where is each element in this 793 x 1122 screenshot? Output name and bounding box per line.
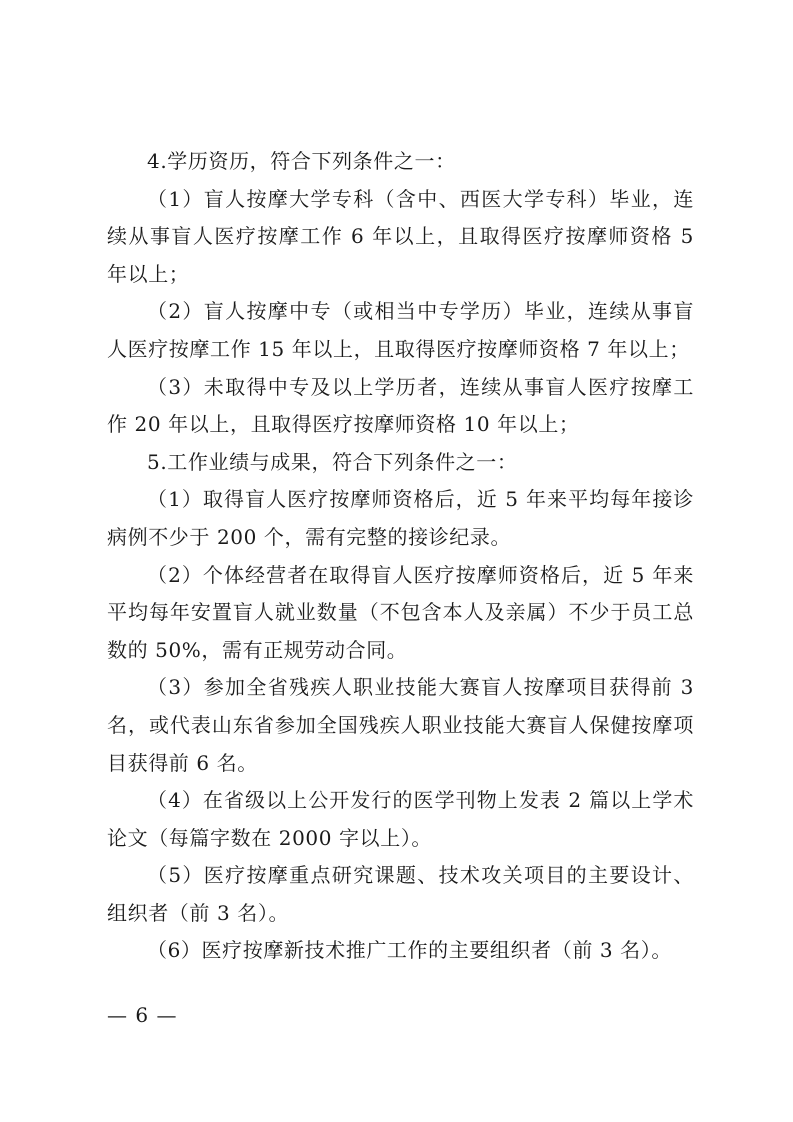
- paragraph-education-item-2: （2）盲人按摩中专（或相当中专学历）毕业，连续从事盲人医疗按摩工作 15 年以上，且取得医疗按摩师资格 7 年以上；: [107, 299, 694, 361]
- paragraph-education-item-1: （1）盲人按摩大学专科（含中、西医大学专科）毕业，连续从事盲人医疗按摩工作 6 年以上，且取得医疗按摩师资格 5 年以上；: [107, 186, 694, 286]
- paragraph-education-item-3: （3）未取得中专及以上学历者，连续从事盲人医疗按摩工作 20 年以上，且取得医疗按摩师资格 10 年以上；: [107, 374, 694, 437]
- paragraph-achievement-item-4: （4）在省级以上公开发行的医学刊物上发表 2 篇以上学术论文（每篇字数在 2000 字以上）。: [107, 788, 694, 850]
- paragraph-achievement-item-6: （6）医疗按摩新技术推广工作的主要组织者（前 3 名）。: [147, 938, 672, 963]
- paragraph-achievement-item-3: （3）参加全省残疾人职业技能大赛盲人按摩项目获得前 3 名，或代表山东省参加全国残疾人职业技能大赛盲人保健按摩项目获得前 6 名。: [107, 675, 694, 775]
- paragraph-achievement-item-2: （2）个体经营者在取得盲人医疗按摩师资格后，近 5 年来平均每年安置盲人就业数量（不包含本人及亲属）不少于员工总数的 50%，需有正规劳动合同。: [107, 562, 694, 662]
- document-body: [107, 143, 694, 970]
- paragraph-achievement-heading: 5.工作业绩与成果，符合下列条件之一：: [147, 449, 518, 474]
- paragraph-achievement-item-5: （5）医疗按摩重点研究课题、技术攻关项目的主要设计、组织者（前 3 名）。: [107, 863, 694, 925]
- page-number: — 6 —: [107, 1003, 178, 1027]
- paragraph-achievement-item-1: （1）取得盲人医疗按摩师资格后，近 5 年来平均每年接诊病例不少于 200 个，需有完整的接诊纪录。: [107, 487, 694, 549]
- paragraph-education-heading: 4.学历资历，符合下列条件之一：: [147, 149, 456, 173]
